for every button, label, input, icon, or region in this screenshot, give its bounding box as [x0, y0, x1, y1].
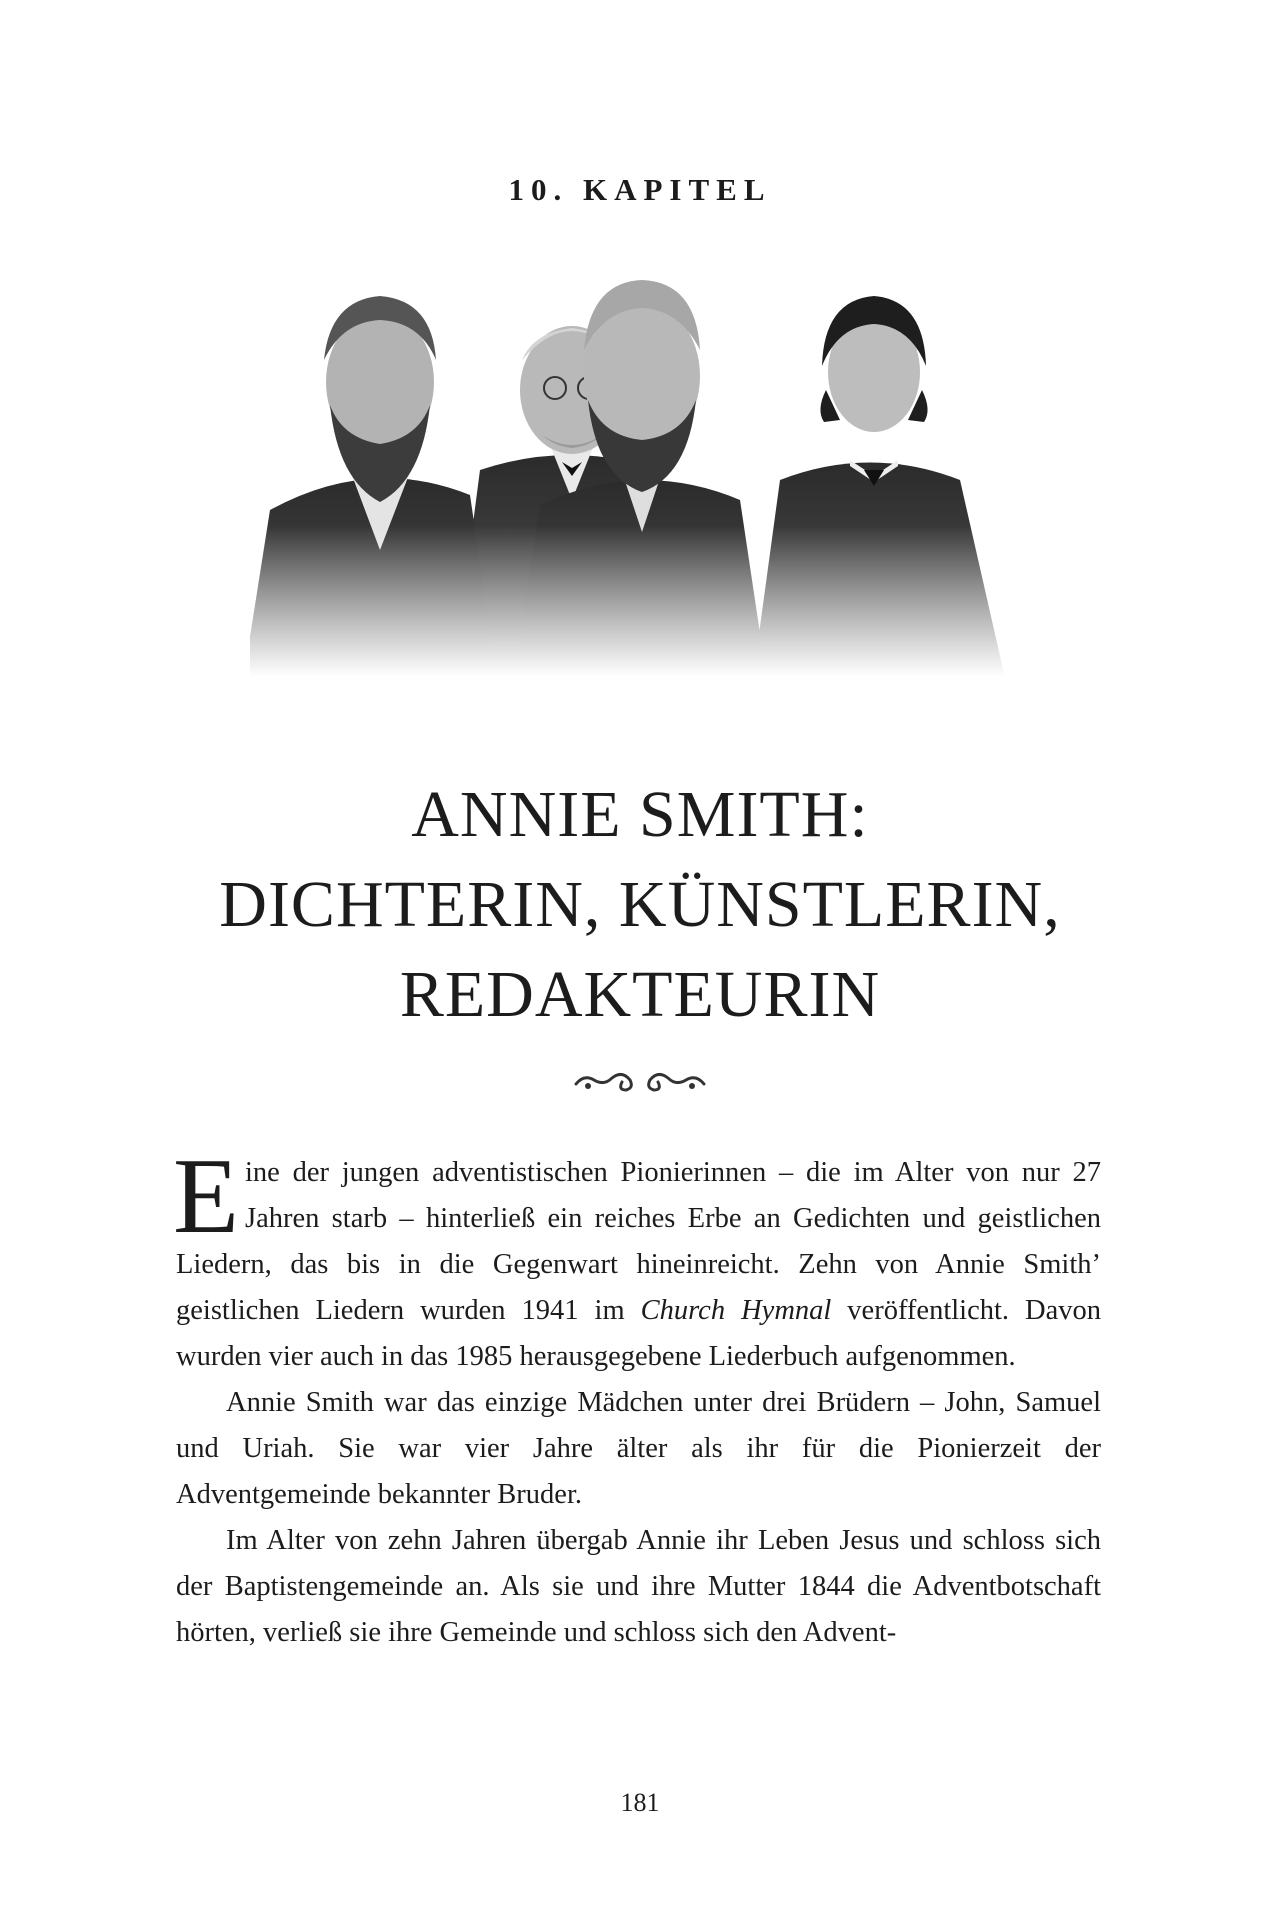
- drop-cap: E: [173, 1137, 239, 1256]
- portrait-photo: [250, 240, 1080, 700]
- title-line-1: ANNIE SMITH:: [411, 778, 869, 851]
- chapter-label: 10. KAPITEL: [508, 172, 772, 207]
- paragraph-1-text-b: veröffentlicht. Davon wurden vier auch in das 1985 herausgegebene Liederbuch aufgenommen.: [176, 1295, 1101, 1372]
- paragraph-2: Annie Smith war das einzige Mädchen unter drei Brüdern – John, Samuel und Uriah. Sie war vier Jahre älter als ihr für die Pionierzeit der Adventgemeinde bekannter Bruder.: [176, 1387, 1101, 1510]
- chapter-title: [0, 770, 1280, 1040]
- title-line-2: DICHTERIN, KÜNSTLERIN,: [219, 868, 1061, 941]
- hymnal-title: Church Hymnal: [640, 1295, 832, 1326]
- paragraph-1-text-a: ine der jungen adventistischen Pionierinnen – die im Alter von nur 27 Jahren starb – hinterließ ein reiches Erbe an Gedichten und geistlichen Liedern, das bis in die Gegenwart hineinreicht. Zehn von Annie Smith’ geistlichen Liedern wurden 1941 im: [176, 1157, 1101, 1326]
- body-text: [173, 1137, 1101, 1656]
- page-number: 181: [620, 1788, 660, 1817]
- paragraph-1: [173, 1137, 1101, 1380]
- paragraph-3: Im Alter von zehn Jahren übergab Annie ihr Leben Jesus und schloss sich der Baptistengemeinde an. Als sie und ihre Mutter 1844 die Adventbotschaft hörten, verließ sie ihre Gemeinde und schloss sich den Advent-: [176, 1525, 1101, 1648]
- title-line-3: REDAKTEURIN: [399, 958, 881, 1031]
- ornament-divider-icon: [570, 1066, 710, 1098]
